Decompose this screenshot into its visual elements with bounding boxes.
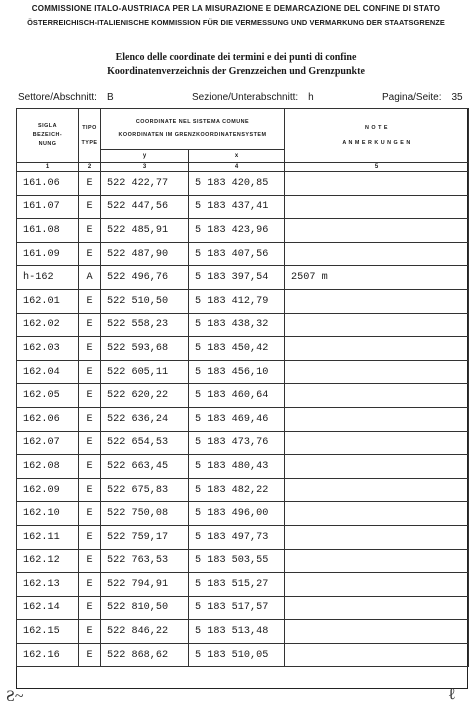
tipo-cell: E <box>79 289 101 313</box>
col-header-sigla <box>17 109 79 163</box>
y-coordinate-cell: 522 485,91 <box>101 219 189 243</box>
sigla-cell: 161.08 <box>17 219 79 243</box>
x-coordinate-cell: 5 183 460,64 <box>189 384 285 408</box>
x-coordinate-cell: 5 183 480,43 <box>189 455 285 479</box>
y-coordinate-cell: 522 763,53 <box>101 549 189 573</box>
tipo-cell: E <box>79 478 101 502</box>
sigla-cell: 162.13 <box>17 573 79 597</box>
note-cell <box>285 549 469 573</box>
y-coordinate-cell: 522 422,77 <box>101 172 189 196</box>
commission-title-de: ÖSTERREICHISCH-ITALIENISCHE KOMMISSION FÜR DIE VERMESSUNG UND VERMARKUNG DER STAATSGRENZE <box>27 18 445 27</box>
sigla-cell: 162.02 <box>17 313 79 337</box>
note-cell <box>285 478 469 502</box>
table-row <box>17 549 469 573</box>
tipo-cell: E <box>79 195 101 219</box>
pagina-label: Pagina/Seite: <box>382 92 442 103</box>
sigla-cell: 162.12 <box>17 549 79 573</box>
table-row <box>17 596 469 620</box>
note-cell: 2507 m <box>285 266 469 290</box>
note-cell <box>285 596 469 620</box>
x-coordinate-cell: 5 183 515,27 <box>189 573 285 597</box>
note-cell <box>285 242 469 266</box>
y-coordinate-cell: 522 636,24 <box>101 407 189 431</box>
col-header-note-it: N O T E <box>365 124 388 131</box>
table-row <box>17 620 469 644</box>
x-coordinate-cell: 5 183 412,79 <box>189 289 285 313</box>
tipo-cell: E <box>79 525 101 549</box>
y-coordinate-cell: 522 675,83 <box>101 478 189 502</box>
table-row <box>17 219 469 243</box>
col-header-sigla-line1: SIGLA <box>38 123 57 129</box>
tipo-cell: A <box>79 266 101 290</box>
note-cell <box>285 643 469 667</box>
x-coordinate-cell: 5 183 438,32 <box>189 313 285 337</box>
table-row <box>17 431 469 455</box>
note-cell <box>285 384 469 408</box>
note-cell <box>285 455 469 479</box>
y-coordinate-cell: 522 558,23 <box>101 313 189 337</box>
tipo-cell: E <box>79 596 101 620</box>
sigla-cell: 162.14 <box>17 596 79 620</box>
commission-title-it: COMMISSIONE ITALO-AUSTRIACA PER LA MISURAZIONE E DEMARCAZIONE DEL CONFINE DI STATO <box>31 4 441 13</box>
x-coordinate-cell: 5 183 473,76 <box>189 431 285 455</box>
y-coordinate-cell: 522 510,50 <box>101 289 189 313</box>
col-header-tipo-line2: TYPE <box>81 139 98 146</box>
table-row <box>17 242 469 266</box>
tipo-cell: E <box>79 431 101 455</box>
x-coordinate-cell: 5 183 407,56 <box>189 242 285 266</box>
note-cell <box>285 360 469 384</box>
col-number-2: 2 <box>79 163 101 172</box>
note-cell <box>285 219 469 243</box>
note-cell <box>285 337 469 361</box>
x-coordinate-cell: 5 183 482,22 <box>189 478 285 502</box>
col-header-y: y <box>101 150 189 163</box>
tipo-cell: E <box>79 643 101 667</box>
col-header-note <box>285 109 469 163</box>
col-header-coordinates-de: KOORDINATEN IM GRENZKOORDINATENSYSTEM <box>118 132 267 138</box>
y-coordinate-cell: 522 593,68 <box>101 337 189 361</box>
note-cell <box>285 289 469 313</box>
handwritten-mark-left: Ƨ~ <box>6 688 24 705</box>
x-coordinate-cell: 5 183 510,05 <box>189 643 285 667</box>
sezione-value: h <box>308 92 314 103</box>
sigla-cell: 162.01 <box>17 289 79 313</box>
col-header-coordinates <box>101 109 285 150</box>
x-coordinate-cell: 5 183 469,46 <box>189 407 285 431</box>
note-cell <box>285 195 469 219</box>
col-number-4: 4 <box>189 163 285 172</box>
col-header-sigla-line2: BEZEICH- <box>32 132 63 138</box>
y-coordinate-cell: 522 605,11 <box>101 360 189 384</box>
x-coordinate-cell: 5 183 513,48 <box>189 620 285 644</box>
table-row <box>17 525 469 549</box>
sigla-cell: 162.03 <box>17 337 79 361</box>
tipo-cell: E <box>79 384 101 408</box>
tipo-cell: E <box>79 502 101 526</box>
tipo-cell: E <box>79 172 101 196</box>
sigla-cell: 162.07 <box>17 431 79 455</box>
table-row <box>17 337 469 361</box>
x-coordinate-cell: 5 183 517,57 <box>189 596 285 620</box>
table-row <box>17 360 469 384</box>
tipo-cell: E <box>79 337 101 361</box>
note-cell <box>285 573 469 597</box>
table-row <box>17 266 469 290</box>
x-coordinate-cell: 5 183 497,73 <box>189 525 285 549</box>
y-coordinate-cell: 522 496,76 <box>101 266 189 290</box>
x-coordinate-cell: 5 183 423,96 <box>189 219 285 243</box>
col-header-x: x <box>189 150 285 163</box>
tipo-cell: E <box>79 620 101 644</box>
pagina-field <box>382 92 463 103</box>
tipo-cell: E <box>79 219 101 243</box>
col-number-5: 5 <box>285 163 469 172</box>
sigla-cell: 162.10 <box>17 502 79 526</box>
document-title-it: Elenco delle coordinate dei termini e dei punti di confine <box>115 52 357 63</box>
x-coordinate-cell: 5 183 503,55 <box>189 549 285 573</box>
table-row <box>17 384 469 408</box>
tipo-cell: E <box>79 313 101 337</box>
note-cell <box>285 525 469 549</box>
handwritten-mark-right: ℓ <box>448 686 456 703</box>
y-coordinate-cell: 522 810,50 <box>101 596 189 620</box>
note-cell <box>285 313 469 337</box>
settore-value: B <box>106 92 114 103</box>
x-coordinate-cell: 5 183 420,85 <box>189 172 285 196</box>
col-header-sigla-line3: NUNG <box>38 141 57 147</box>
col-header-note-de: A N M E R K U N G E N <box>342 139 411 146</box>
y-coordinate-cell: 522 750,08 <box>101 502 189 526</box>
x-coordinate-cell: 5 183 496,00 <box>189 502 285 526</box>
table-row <box>17 573 469 597</box>
col-header-coordinates-it: COORDINATE NEL SISTEMA COMUNE <box>135 119 250 125</box>
tipo-cell: E <box>79 573 101 597</box>
col-header-tipo-line1: TIPO <box>82 124 97 131</box>
y-coordinate-cell: 522 663,45 <box>101 455 189 479</box>
table-row <box>17 172 469 196</box>
sigla-cell: 162.11 <box>17 525 79 549</box>
table-row <box>17 289 469 313</box>
x-coordinate-cell: 5 183 456,10 <box>189 360 285 384</box>
table-row <box>17 502 469 526</box>
tipo-cell: E <box>79 360 101 384</box>
note-cell <box>285 502 469 526</box>
settore-field <box>18 92 114 103</box>
tipo-cell: E <box>79 407 101 431</box>
table-body <box>17 172 469 667</box>
y-coordinate-cell: 522 846,22 <box>101 620 189 644</box>
y-coordinate-cell: 522 759,17 <box>101 525 189 549</box>
sezione-label: Sezione/Unterabschnitt: <box>192 92 299 103</box>
table-row <box>17 455 469 479</box>
settore-label: Settore/Abschnitt: <box>18 92 97 103</box>
pagina-value: 35 <box>451 92 463 103</box>
note-cell <box>285 407 469 431</box>
col-number-1: 1 <box>17 163 79 172</box>
sigla-cell: 161.09 <box>17 242 79 266</box>
table-row <box>17 407 469 431</box>
sigla-cell: 162.08 <box>17 455 79 479</box>
y-coordinate-cell: 522 868,62 <box>101 643 189 667</box>
sigla-cell: 162.06 <box>17 407 79 431</box>
y-coordinate-cell: 522 487,90 <box>101 242 189 266</box>
x-coordinate-cell: 5 183 450,42 <box>189 337 285 361</box>
sigla-cell: 161.07 <box>17 195 79 219</box>
table-row <box>17 313 469 337</box>
tipo-cell: E <box>79 549 101 573</box>
col-number-3: 3 <box>101 163 189 172</box>
y-coordinate-cell: 522 447,56 <box>101 195 189 219</box>
sigla-cell: 162.15 <box>17 620 79 644</box>
sigla-cell: 162.09 <box>17 478 79 502</box>
tipo-cell: E <box>79 242 101 266</box>
sigla-cell: 161.06 <box>17 172 79 196</box>
coordinates-table <box>16 108 469 667</box>
x-coordinate-cell: 5 183 437,41 <box>189 195 285 219</box>
sigla-cell: 162.04 <box>17 360 79 384</box>
note-cell <box>285 172 469 196</box>
y-coordinate-cell: 522 654,53 <box>101 431 189 455</box>
sigla-cell: 162.05 <box>17 384 79 408</box>
table-row <box>17 195 469 219</box>
y-coordinate-cell: 522 794,91 <box>101 573 189 597</box>
x-coordinate-cell: 5 183 397,54 <box>189 266 285 290</box>
col-header-tipo <box>79 109 101 163</box>
y-coordinate-cell: 522 620,22 <box>101 384 189 408</box>
note-cell <box>285 620 469 644</box>
table-row <box>17 478 469 502</box>
sigla-cell: 162.16 <box>17 643 79 667</box>
table-row <box>17 643 469 667</box>
note-cell <box>285 431 469 455</box>
tipo-cell: E <box>79 455 101 479</box>
sigla-cell: h-162 <box>17 266 79 290</box>
sezione-field <box>192 92 314 103</box>
document-title-de: Koordinatenverzeichnis der Grenzzeichen und Grenzpunkte <box>107 66 365 77</box>
